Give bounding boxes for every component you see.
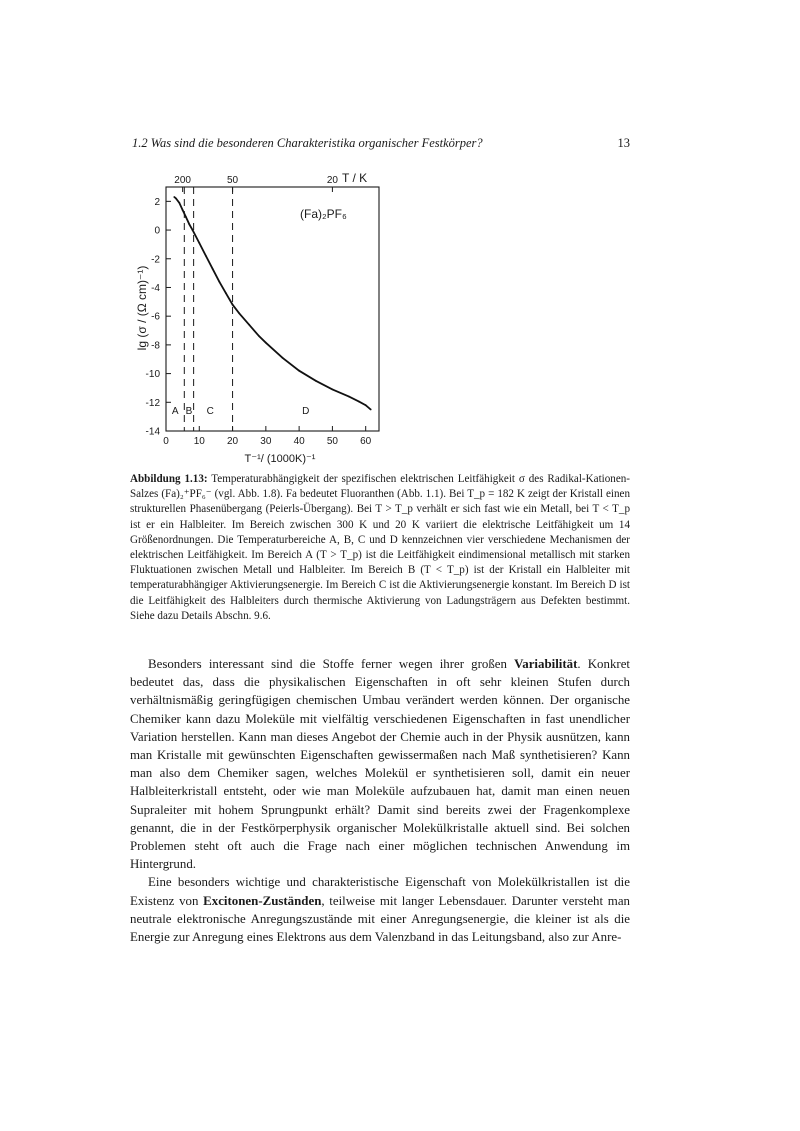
data-point xyxy=(258,335,260,337)
data-point xyxy=(225,292,227,294)
y-tick-label: -6 xyxy=(151,311,160,323)
y-tick-label: 0 xyxy=(154,225,160,237)
x-axis-label: T⁻¹/ (1000K)⁻¹ xyxy=(244,453,316,465)
conductivity-chart xyxy=(130,168,400,468)
data-point xyxy=(212,268,214,270)
x-tick-label: 60 xyxy=(360,436,372,447)
top-axis-label: T / K xyxy=(342,171,368,185)
data-point xyxy=(358,401,360,403)
caption-label: Abbildung 1.13: xyxy=(130,473,208,485)
paragraph-2 xyxy=(130,873,630,946)
y-tick-label: -8 xyxy=(151,340,160,352)
conductivity-curve xyxy=(174,197,370,410)
plot-frame xyxy=(166,187,379,431)
data-point xyxy=(198,242,200,244)
data-point xyxy=(265,342,267,344)
data-point xyxy=(332,389,334,391)
paragraph-1-text-a: Besonders interessant sind die Stoffe ferner wegen ihrer großen xyxy=(148,657,515,671)
data-point xyxy=(178,202,180,204)
data-point xyxy=(238,312,240,314)
x-tick-label: 0 xyxy=(163,436,169,447)
data-point xyxy=(175,198,177,200)
caption-text: Temperaturabhängigkeit der spezifischen elektrischen Leitfähigkeit σ des Radikal-Kationen-Salzes (Fa)₂⁺PF₆⁻ (vgl. Abb. 1.8). Fa bedeutet Fluoranthen (Abb. 1.1). Bei T_p = 182 K zeigt der Kristall einen strukturellen Phasenübergang (Peierls-Übergang). Bei T > T_p verhält er sich fast wie ein Metall, bei T < T_p ist er ein Halbleiter. Im Bereich zwischen 300 K und 20 K variiert die elektrische Leitfähigkeit um 14 Größenordnungen. Die Temperaturbereiche A, B, C und D kennzeichnen vier verschiedene Mechanismen der elektrischen Leitfähigkeit. Im Bereich A (T > T_p) ist die Leitfähigkeit eindimensional metallisch mit starken Fluktuationen zwischen Metall und Halbleiter. Im Bereich B (T < T_p) ist der Kristall ein Halbleiter mit temperaturabhängiger Aktivierungsenergie. Im Bereich C ist die Aktivierungsenergie konstant. Im Bereich D ist die Leitfähigkeit des Halbleiters durch thermische Aktivierung von Ladungsträgern aus Defekten bestimmt. Siehe dazu Details Abschn. 9.6. xyxy=(130,473,630,622)
data-point xyxy=(370,409,372,411)
top-tick-label: 200 xyxy=(174,175,191,186)
paragraph-1-text-b: . Konkret bedeutet das, dass die physikalischen Eigenschaften in oft sehr kleinen Stufen durch verhältnismäßig geringfügigen chemischen Umbau verändert werden können. Der organische Chemiker kann dazu Moleküle mit vielfältig verschiedenen Eigenschaften in fast unendlicher Variation herstellen. Kann man dieses Angebot der Chemie auch in der Physik ausnützen, kann man Kristalle mit gewünschten Eigenschaften gewissermaßen nach Maß synthetisieren? Kann man also dem Chemiker sagen, welches Molekül er synthetisieren soll, damit ein neuer Halbleiterkristall entsteht, oder wie man Moleküle aufzubauen hat, damit man einen neuen Supraleiter mit hohem Sprungpunkt erhält? Damit sind bereits zwei der Fragenkomplexe genannt, die in der Festkörperphysik organischer Molekülkristalle aktuell sind. Bei solchen Problemen steht oft auch die Frage nach einer möglichen technischen Anwendung im Hintergrund. xyxy=(130,657,630,872)
paragraph-1 xyxy=(130,655,630,873)
term-excitonen-zustaende: Excitonen-Zuständen xyxy=(203,893,322,908)
conductivity-figure xyxy=(130,168,400,468)
y-tick-label: -14 xyxy=(145,426,160,438)
data-point xyxy=(232,304,234,306)
data-point xyxy=(218,281,220,283)
x-tick-label: 20 xyxy=(227,436,239,447)
x-tick-label: 10 xyxy=(193,436,205,447)
section-title: 1.2 Was sind die besonderen Charakteristika organischer Festkörper? xyxy=(132,136,483,150)
term-variabilitaet: Variabilität xyxy=(514,657,578,671)
page-number: 13 xyxy=(617,136,630,150)
top-tick-label: 20 xyxy=(326,175,338,186)
data-point xyxy=(182,209,184,211)
y-tick-label: -2 xyxy=(151,254,160,266)
data-point xyxy=(173,196,175,198)
paragraph-2-text-a: Eine besonders wichtige und charakteristische Eigenschaft von Molekülkristallen ist die Existenz von xyxy=(130,875,630,908)
x-tick-label: 30 xyxy=(260,436,272,447)
data-point xyxy=(205,255,207,257)
region-label-c: C xyxy=(206,405,214,417)
data-point xyxy=(348,396,350,398)
x-tick-label: 40 xyxy=(293,436,305,447)
body-text xyxy=(130,655,630,946)
data-point xyxy=(298,370,300,372)
y-axis-label: lg (σ / (Ω cm)⁻¹) xyxy=(135,265,149,351)
y-tick-label: -10 xyxy=(145,369,160,381)
data-point xyxy=(192,229,194,231)
data-point xyxy=(248,324,250,326)
data-point xyxy=(365,404,367,406)
data-point xyxy=(188,223,190,225)
data-point xyxy=(282,357,284,359)
data-point xyxy=(185,216,187,218)
y-tick-label: -4 xyxy=(151,282,160,294)
y-tick-label: -12 xyxy=(145,397,160,409)
region-label-d: D xyxy=(302,405,310,417)
region-label-a: A xyxy=(171,405,179,417)
y-tick-label: 2 xyxy=(154,196,160,208)
paragraph-2-text-b: , teilweise mit langer Lebensdauer. Darunter versteht man neutrale elektronische Anregungszustände mit einer Anregungsenergie, die kleiner ist als die Energie zur Anregung eines Elektrons aus dem Valenzband in das Leitungsband, also zur Anre- xyxy=(130,893,630,945)
x-tick-label: 50 xyxy=(326,436,338,447)
figure-caption xyxy=(130,472,630,624)
compound-annotation: (Fa)₂PF₆ xyxy=(300,207,347,221)
top-tick-label: 50 xyxy=(227,175,239,186)
data-point xyxy=(315,380,317,382)
region-label-b: B xyxy=(185,405,193,417)
running-header xyxy=(132,136,630,151)
